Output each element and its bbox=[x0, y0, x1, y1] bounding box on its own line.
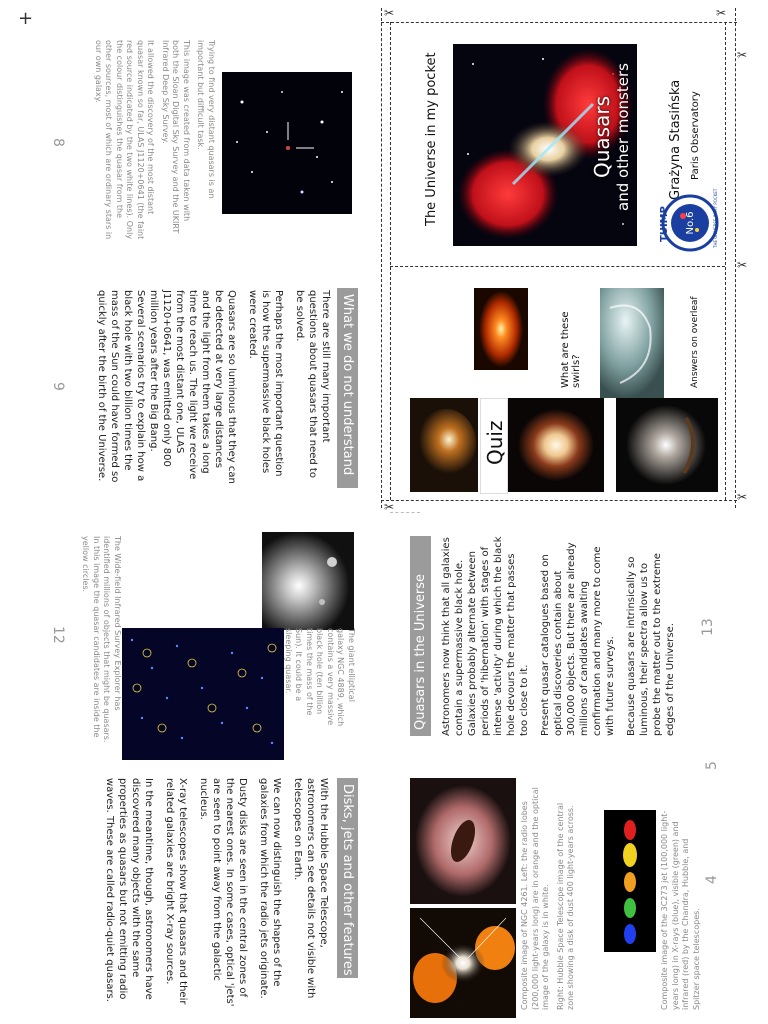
caption-ngc4889: The giant elliptical galaxy NGC 4889, which contains a very massive black hole (ten billion times the mass of the Sun). It could be a sleeping quasar. bbox=[284, 628, 356, 727]
page12-caption-ngc bbox=[283, 628, 357, 728]
cover-affiliation: Paris Observatory bbox=[690, 91, 701, 180]
fold-line bbox=[390, 22, 391, 500]
caption-wise: The Wide-field Infrared Survey Explorer has identified millions of objects that might be quasars. In this image the quasar candidates are inside the yellow circles. bbox=[81, 536, 122, 743]
cover-title bbox=[590, 42, 632, 232]
registration-cross: + bbox=[18, 8, 34, 29]
logo-issue-number: No.6 bbox=[685, 211, 696, 235]
page5-number: 5 bbox=[704, 761, 720, 770]
page5-paragraph: In the meantime, though, astronomers have discovered many objects with the same properties as quasars but not emitting radio waves. These are called radio-quiet quasars. bbox=[104, 778, 154, 1002]
page8-text bbox=[89, 40, 217, 240]
page9-paragraph: Perhaps the most important question is how the supermassive black holes were created. bbox=[247, 290, 284, 477]
cover-title-line2: and other monsters bbox=[614, 63, 632, 211]
logo-ring-text: THE UNIVERSE IN MY POCKET bbox=[713, 188, 718, 248]
page8-number: 8 bbox=[50, 138, 66, 147]
page12-number: 12 bbox=[50, 626, 66, 644]
page4-image-3c273-jet bbox=[604, 810, 656, 952]
page13-paragraph: Because quasars are intrinsically so luminous, their spectra allow us to probe the matter out to the extreme edges of the Universe. bbox=[626, 553, 676, 736]
logo-text: TUIMP bbox=[659, 206, 670, 242]
page9-paragraph: There are still many important questions about quasars that need to be solved. bbox=[294, 290, 331, 478]
page9-number: 9 bbox=[50, 382, 66, 391]
quiz-image-galaxy-4 bbox=[474, 288, 528, 370]
cover-title-line1: Quasars bbox=[590, 96, 614, 178]
page13-paragraph: Astronomers now think that all galaxies contain a supermassive black hole. Galaxies probably alternate between periods of 'hibernation' with stages of intense 'activity' during which the black hole devours the matter that passes too close to it. bbox=[441, 536, 530, 736]
caption-ngc4261-b: Right: Hubble Space Telescope image of the central zone showing a disk of dust 400 light-years across. bbox=[555, 802, 575, 1010]
page5-paragraph: X-ray telescopes show that quasars and their related galaxies are bright X-ray sources. bbox=[164, 778, 188, 1005]
caption-ngc4261-a: Composite image of NGC 4261. Left: the radio lobes (200,000 light-years long) are in orange and the optical image of the galaxy is in white. bbox=[520, 787, 550, 1010]
page9-text bbox=[87, 290, 332, 486]
scissors-icon: ✂ bbox=[384, 500, 395, 514]
fold-line bbox=[390, 266, 725, 267]
page5-text bbox=[95, 778, 330, 1010]
page13-paragraph: Present quasar catalogues based on optical discoveries contain about 300,000 objects. But there are already millions of candidates awaiting confirmation and many more to come with future surveys. bbox=[540, 542, 616, 736]
cut-line bbox=[735, 8, 736, 508]
page9-heading-bar bbox=[337, 288, 358, 488]
page4-caption-3c273 bbox=[660, 810, 702, 1010]
cover-author: Grażyna Stasińska bbox=[668, 79, 683, 200]
quiz-label-box bbox=[480, 398, 508, 494]
page13-heading: Quasars in the Universe bbox=[410, 536, 431, 736]
page5-paragraph: With the Hubble Space Telescope, astronomers can see details not visible with telescopes on Earth. bbox=[292, 778, 329, 999]
page4-image-ngc4261-radio bbox=[410, 908, 516, 1018]
page8-paragraph: It allowed the discovery of the most distant quasar known so far, ULAS J1120+0641 (the faint red source indicated by the two white lines). Only the colour distinguishes the quasar from the other sources, most of which are ordinary stars in our own galaxy. bbox=[94, 40, 156, 240]
caption-3c273: Composite image of the 3C273 jet (100,000 light-years long) in X-rays (blue), visible (green) and infrared (red) by the Chandra, Hubble, and Spitzer space telescopes. bbox=[660, 810, 701, 1010]
scissors-icon: ✂ bbox=[737, 258, 748, 272]
page5-paragraph: Dusty disks are seen in the central zones of the nearest ones. In some cases, optical 'jets' are seen to point away from the galactic nucleus. bbox=[198, 778, 248, 1007]
quiz-image-galaxy-1 bbox=[410, 398, 478, 492]
page8-image-starfield bbox=[222, 72, 352, 214]
page13-heading-bar bbox=[410, 536, 431, 736]
page8-paragraph: This image was created from data taken with both the Sloan Digital Sky Survey and the UKIRT Infrared Deep Sky Survey. bbox=[161, 40, 191, 234]
page12-caption-wise bbox=[80, 536, 122, 746]
fold-line bbox=[725, 22, 726, 500]
page9-heading: What we do not understand bbox=[337, 288, 358, 488]
cut-line bbox=[381, 8, 382, 508]
page4-number: 4 bbox=[704, 875, 720, 884]
quiz-image-galaxy-3 bbox=[616, 398, 718, 492]
page4-image-ngc4261-dust-disk bbox=[410, 778, 516, 904]
scissors-icon: ✂ bbox=[737, 490, 748, 504]
page13-number: 13 bbox=[700, 618, 716, 636]
page5-paragraph: We can now distinguish the shapes of the galaxies from which the radio jets originate. bbox=[258, 778, 282, 999]
cut-line bbox=[381, 22, 737, 23]
page12-image-ngc4889 bbox=[262, 532, 354, 630]
quiz-label: Quiz bbox=[483, 420, 507, 465]
scissors-icon: ✂ bbox=[384, 6, 395, 20]
quiz-answers-note: Answers on overleaf bbox=[690, 296, 700, 388]
page8-paragraph: Trying to find very distant quasars is an important but difficult task. bbox=[196, 40, 216, 199]
cut-line bbox=[381, 500, 737, 501]
cover-series-title: The Universe in my pocket bbox=[424, 52, 439, 226]
quiz-question: What are these swirls? bbox=[560, 311, 582, 388]
wise-field bbox=[122, 628, 284, 760]
quiz-image-galaxy-2 bbox=[508, 398, 604, 492]
scissors-icon: ✂ bbox=[716, 6, 727, 20]
tuimp-logo bbox=[655, 188, 725, 258]
page4-caption-ngc4261 bbox=[520, 784, 581, 1010]
scissors-icon: ✂ bbox=[737, 48, 748, 62]
page5-heading: Disks, jets and other features bbox=[337, 778, 358, 978]
page12-image-wise bbox=[122, 628, 284, 760]
page5-heading-bar bbox=[337, 778, 358, 978]
fold-line bbox=[390, 512, 420, 513]
page13-text bbox=[440, 536, 685, 736]
page9-paragraph: Quasars are so luminous that they can be detected at very large distances and the light from them takes a long time to reach us. The light we receive from the most distant one, ULAS J1120+0641, was emitted only 800 million years after the Big Bang. Several scenarios try to explain how a black hole with two billion times the mass of the Sun could have formed so quickly after the birth of the Universe. bbox=[96, 290, 237, 484]
quiz-image-swirl bbox=[600, 288, 664, 398]
